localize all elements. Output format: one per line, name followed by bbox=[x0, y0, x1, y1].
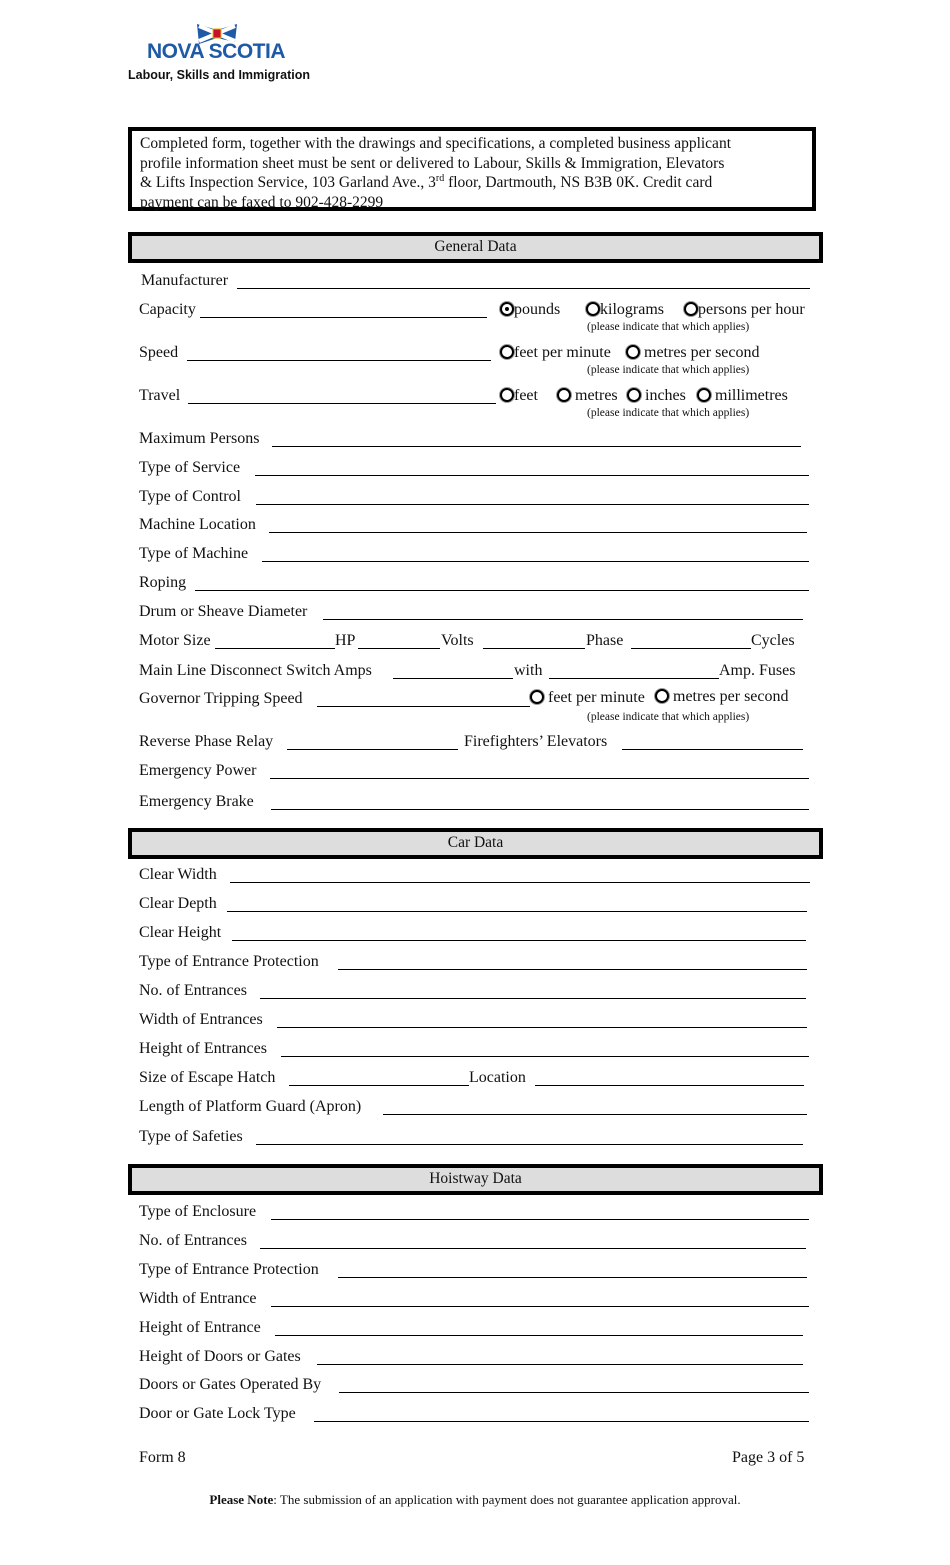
governor-field[interactable] bbox=[317, 706, 530, 707]
notice-line-2: profile information sheet must be sent or delivered to Labour, Skills & Immigration, Elevators bbox=[140, 154, 725, 172]
note-label: Please Note bbox=[209, 1492, 274, 1507]
clear-height-field[interactable] bbox=[232, 940, 806, 941]
drum-sheave-field[interactable] bbox=[323, 619, 803, 620]
form-number: Form 8 bbox=[139, 1449, 186, 1466]
amp-fuses-label: Amp. Fuses bbox=[719, 662, 796, 679]
radio-icon bbox=[500, 388, 514, 402]
capacity-label: Capacity bbox=[139, 301, 196, 318]
height-doors-field[interactable] bbox=[317, 1364, 803, 1365]
main-line-amps-field[interactable] bbox=[393, 678, 513, 679]
hatch-location-field[interactable] bbox=[535, 1085, 804, 1086]
radio-icon bbox=[626, 345, 640, 359]
type-of-service-field[interactable] bbox=[255, 475, 809, 476]
travel-field[interactable] bbox=[188, 403, 496, 404]
capacity-field[interactable] bbox=[200, 317, 487, 318]
hp-field[interactable] bbox=[358, 648, 440, 649]
phase-field[interactable] bbox=[631, 648, 751, 649]
capacity-option-kilograms[interactable]: kilograms bbox=[586, 301, 664, 319]
width-entrances-label: Width of Entrances bbox=[139, 1011, 263, 1028]
hatch-location-label: Location bbox=[469, 1069, 526, 1086]
motor-size-label: Motor Size bbox=[139, 632, 211, 649]
travel-option-feet[interactable]: feet bbox=[500, 387, 538, 405]
lock-type-field[interactable] bbox=[314, 1421, 809, 1422]
radio-icon bbox=[557, 388, 571, 402]
speed-hint: (please indicate that which applies) bbox=[587, 364, 750, 376]
notice-line-4: payment can be faxed to 902-428-2299 bbox=[140, 193, 384, 211]
clear-width-field[interactable] bbox=[230, 882, 810, 883]
height-entrances-label: Height of Entrances bbox=[139, 1040, 267, 1057]
escape-hatch-label: Size of Escape Hatch bbox=[139, 1069, 276, 1086]
height-entrance-label: Height of Entrance bbox=[139, 1319, 261, 1336]
height-entrance-field[interactable] bbox=[275, 1335, 803, 1336]
platform-guard-label: Length of Platform Guard (Apron) bbox=[139, 1098, 362, 1115]
firefighters-label: Firefighters’ Elevators bbox=[464, 733, 608, 750]
radio-icon bbox=[684, 302, 698, 316]
with-label: with bbox=[514, 662, 543, 679]
governor-option-mps[interactable]: metres per second bbox=[655, 688, 789, 706]
cycles-label: Cycles bbox=[751, 632, 795, 649]
car-entrance-protection-label: Type of Entrance Protection bbox=[139, 953, 319, 970]
machine-location-field[interactable] bbox=[269, 532, 807, 533]
page-number: Page 3 of 5 bbox=[732, 1449, 805, 1466]
emergency-power-field[interactable] bbox=[270, 778, 809, 779]
drum-sheave-label: Drum or Sheave Diameter bbox=[139, 603, 308, 620]
travel-label: Travel bbox=[139, 387, 181, 404]
max-persons-label: Maximum Persons bbox=[139, 430, 260, 447]
submission-notice bbox=[128, 127, 816, 211]
travel-option-inches[interactable]: inches bbox=[627, 387, 686, 405]
reverse-phase-field[interactable] bbox=[287, 749, 458, 750]
roping-field[interactable] bbox=[195, 590, 809, 591]
machine-location-label: Machine Location bbox=[139, 516, 256, 533]
speed-field[interactable] bbox=[187, 360, 491, 361]
height-doors-label: Height of Doors or Gates bbox=[139, 1348, 301, 1365]
radio-icon bbox=[500, 345, 514, 359]
car-no-entrances-label: No. of Entrances bbox=[139, 982, 247, 999]
clear-height-label: Clear Height bbox=[139, 924, 222, 941]
hoistway-no-entrances-field[interactable] bbox=[260, 1248, 806, 1249]
radio-icon bbox=[697, 388, 711, 402]
hoistway-entrance-protection-label: Type of Entrance Protection bbox=[139, 1261, 319, 1278]
manufacturer-label: Manufacturer bbox=[141, 272, 229, 289]
radio-icon bbox=[586, 302, 600, 316]
emergency-brake-field[interactable] bbox=[271, 809, 809, 810]
volts-field[interactable] bbox=[483, 648, 585, 649]
max-persons-field[interactable] bbox=[272, 446, 801, 447]
firefighters-field[interactable] bbox=[622, 749, 803, 750]
type-of-control-label: Type of Control bbox=[139, 488, 241, 505]
clear-depth-label: Clear Depth bbox=[139, 895, 217, 912]
car-data-header: Car Data bbox=[128, 828, 823, 859]
operated-by-label: Doors or Gates Operated By bbox=[139, 1376, 322, 1393]
emergency-brake-label: Emergency Brake bbox=[139, 793, 254, 810]
motor-size-field[interactable] bbox=[215, 648, 335, 649]
logo-text: NOVA SCOTIA bbox=[147, 40, 286, 63]
radio-icon bbox=[655, 689, 669, 703]
roping-label: Roping bbox=[139, 574, 187, 591]
car-no-entrances-field[interactable] bbox=[260, 998, 806, 999]
governor-option-fpm[interactable]: feet per minute bbox=[530, 689, 645, 707]
type-of-control-field[interactable] bbox=[256, 504, 809, 505]
clear-width-label: Clear Width bbox=[139, 866, 217, 883]
capacity-option-pounds[interactable]: pounds bbox=[500, 301, 560, 319]
note-text: : The submission of an application with payment does not guarantee application approval. bbox=[273, 1492, 741, 1507]
width-entrances-field[interactable] bbox=[277, 1027, 807, 1028]
enclosure-field[interactable] bbox=[271, 1219, 809, 1220]
travel-option-metres[interactable]: metres bbox=[557, 387, 618, 405]
emergency-power-label: Emergency Power bbox=[139, 762, 257, 779]
main-line-label: Main Line Disconnect Switch Amps bbox=[139, 662, 372, 679]
approval-note bbox=[0, 1492, 950, 1508]
enclosure-label: Type of Enclosure bbox=[139, 1203, 257, 1220]
type-of-machine-field[interactable] bbox=[262, 561, 809, 562]
travel-option-millimetres[interactable]: millimetres bbox=[697, 387, 788, 405]
radio-selected-icon bbox=[500, 302, 514, 316]
speed-label: Speed bbox=[139, 344, 179, 361]
hp-label: HP bbox=[335, 632, 356, 649]
travel-hint: (please indicate that which applies) bbox=[587, 407, 750, 419]
volts-label: Volts bbox=[441, 632, 474, 649]
safeties-field[interactable] bbox=[256, 1144, 803, 1145]
capacity-option-persons-per-hour[interactable]: persons per hour bbox=[684, 301, 805, 319]
type-of-machine-label: Type of Machine bbox=[139, 545, 249, 562]
capacity-hint: (please indicate that which applies) bbox=[587, 321, 750, 333]
manufacturer-field[interactable] bbox=[237, 288, 810, 289]
phase-label: Phase bbox=[586, 632, 624, 649]
radio-icon bbox=[627, 388, 641, 402]
notice-line-1: Completed form, together with the drawings and specifications, a completed business applicant bbox=[140, 135, 731, 152]
notice-line-3: & Lifts Inspection Service, 103 Garland Ave., 3rd floor, Dartmouth, NS B3B 0K. Credit card bbox=[140, 172, 713, 191]
hoistway-no-entrances-label: No. of Entrances bbox=[139, 1232, 247, 1249]
clear-depth-field[interactable] bbox=[227, 911, 807, 912]
governor-label: Governor Tripping Speed bbox=[139, 690, 303, 707]
department-name: Labour, Skills and Immigration bbox=[128, 68, 310, 82]
operated-by-field[interactable] bbox=[339, 1392, 809, 1393]
governor-hint: (please indicate that which applies) bbox=[587, 711, 750, 723]
general-data-header: General Data bbox=[128, 232, 823, 263]
width-entrance-field[interactable] bbox=[271, 1306, 809, 1307]
speed-option-fpm[interactable]: feet per minute bbox=[500, 344, 611, 362]
reverse-phase-label: Reverse Phase Relay bbox=[139, 733, 274, 750]
radio-icon bbox=[530, 690, 544, 704]
hoistway-entrance-protection-field[interactable] bbox=[338, 1277, 807, 1278]
logo bbox=[147, 22, 297, 64]
car-entrance-protection-field[interactable] bbox=[338, 969, 807, 970]
height-entrances-field[interactable] bbox=[281, 1056, 809, 1057]
hoistway-data-header: Hoistway Data bbox=[128, 1164, 823, 1195]
type-of-service-label: Type of Service bbox=[139, 459, 241, 476]
safeties-label: Type of Safeties bbox=[139, 1128, 243, 1145]
platform-guard-field[interactable] bbox=[383, 1114, 807, 1115]
lock-type-label: Door or Gate Lock Type bbox=[139, 1405, 296, 1422]
fuses-field[interactable] bbox=[549, 678, 719, 679]
width-entrance-label: Width of Entrance bbox=[139, 1290, 257, 1307]
speed-option-mps[interactable]: metres per second bbox=[626, 344, 760, 362]
escape-hatch-field[interactable] bbox=[289, 1085, 469, 1086]
